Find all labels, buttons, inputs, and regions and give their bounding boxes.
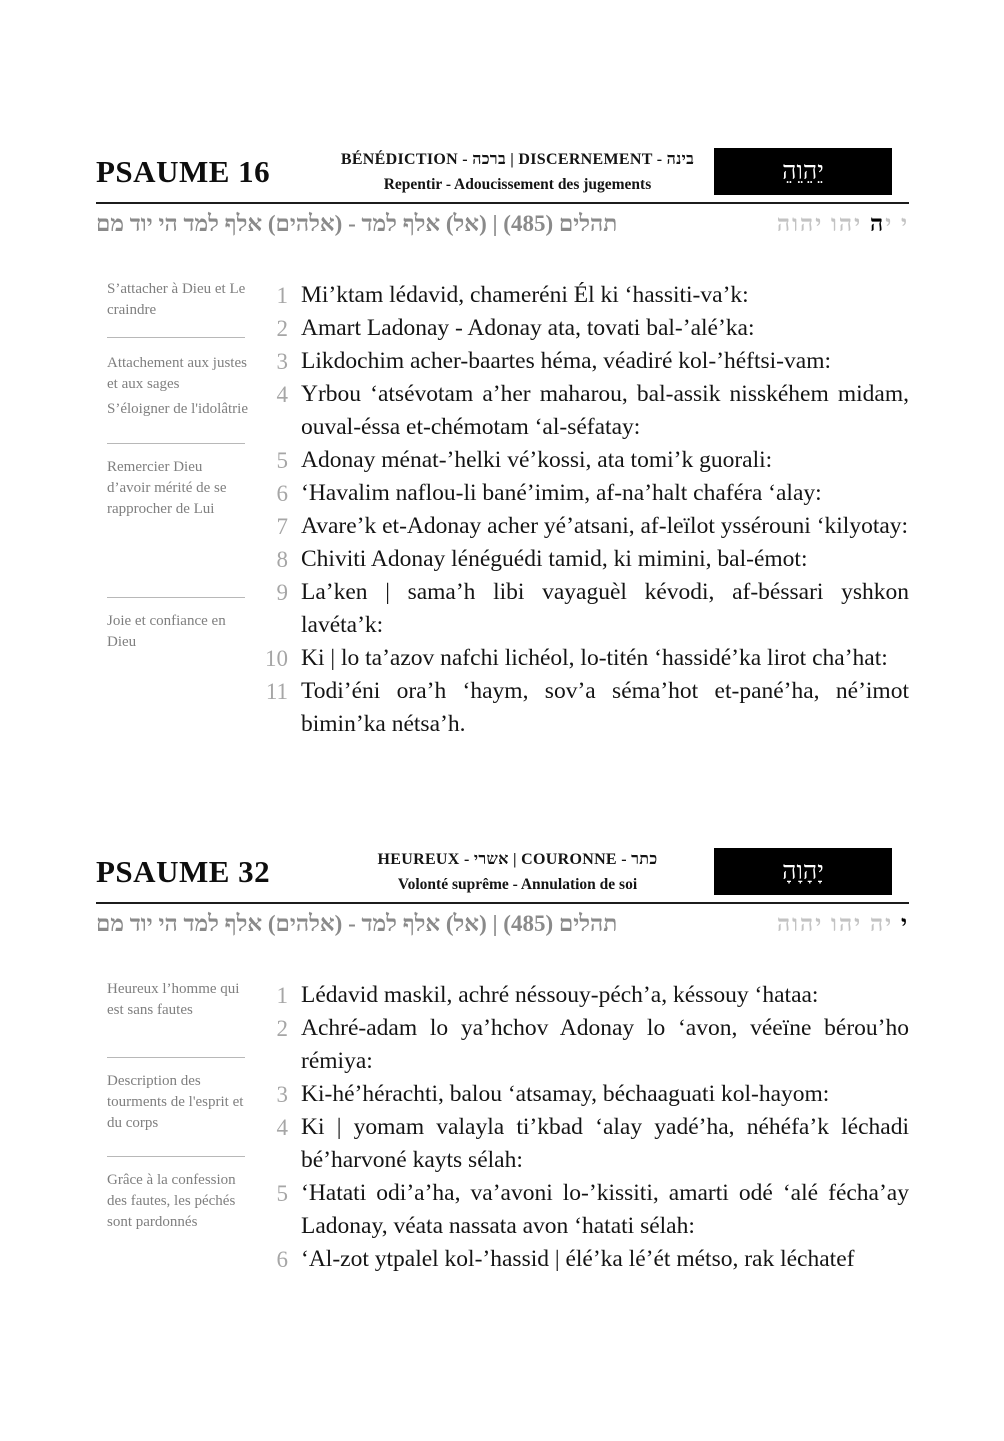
verse-row [254, 1111, 909, 1177]
verse-number: 5 [276, 1181, 288, 1206]
psalm-header-center [321, 849, 714, 894]
psalm-16-section [96, 148, 909, 741]
verse-number: 4 [276, 1115, 288, 1140]
tetragram-letters: יה יהו יהוה [776, 911, 901, 936]
hebrew-letter-spelling: תהלים (485) | (אל) אלף למד - (אלהים) אלף למד הי יוד מם [96, 911, 618, 936]
verse-number: 2 [276, 316, 288, 341]
verse-number: 11 [265, 679, 288, 704]
header-rule [96, 202, 909, 204]
verse-row [254, 543, 909, 576]
margin-note: S’attacher à Dieu et Le craindre [107, 281, 246, 318]
verse-text: Avare’k et-Adonay acher yé’atsani, af-leïlot yssérouni ‘kilyotay: [301, 513, 909, 539]
tetragram-progression [777, 211, 909, 237]
verse-row [254, 510, 909, 543]
verse-row [254, 279, 909, 312]
verse-text: Chiviti Adonay lénéguédi tamid, ki mimini, bal-émot: [301, 546, 808, 572]
margin-note: Attachement aux justes et aux sages [107, 355, 247, 392]
tetragram-letters: י י [885, 211, 909, 236]
sefirot-keywords-line: BÉNÉDICTION - ברכה | DISCERNEMENT - בינה [340, 151, 695, 168]
verses-column [254, 279, 909, 741]
verse-row [254, 642, 909, 675]
margin-note: Description des tourments de l'esprit et du corps [107, 1073, 244, 1131]
hebrew-letter-spelling: תהלים (485) | (אל) אלף למד - (אלהים) אלף למד הי יוד מם [96, 211, 618, 236]
verse-number: 3 [276, 1082, 288, 1107]
margin-note: Remercier Dieu d’avoir mérité de se rapprocher de Lui [107, 459, 227, 517]
margin-note: Grâce à la confession des fautes, les péchés sont pardonnés [107, 1172, 236, 1230]
margin-divider [107, 1057, 245, 1058]
verse-number: 8 [276, 547, 288, 572]
psalm-content [96, 979, 909, 1276]
verse-text: Todi’éni ora’h ‘haym, sov’a séma’hot et-pané’ha, né’imot bimin’ka nétsa’h. [301, 678, 909, 737]
verse-text: Ki | lo ta’azov nafchi lichéol, lo-titén ‘hassidé’ka lirot cha’hat: [301, 645, 888, 671]
verse-text: Yrbou ‘atsévotam a’her maharou, bal-assik nisskéhem midam, ouval-éssa et-chémotam ‘al-séfatay: [301, 381, 909, 440]
verse-text: La’ken | sama’h libi vayaguèl kévodi, af-béssari yshkon lavéta’k: [301, 579, 909, 638]
margin-divider [107, 597, 245, 598]
verse-row [254, 576, 909, 642]
verse-text: Likdochim acher-baartes héma, véadiré kol-’héftsi-vam: [301, 348, 832, 374]
margin-note: Heureux l’homme qui est sans fautes [107, 981, 240, 1018]
hebrew-spelling-line [96, 211, 909, 237]
verse-row [254, 1012, 909, 1078]
verse-number: 1 [276, 983, 288, 1008]
psalm-content [96, 279, 909, 741]
hebrew-spelling-line [96, 911, 909, 937]
verse-text: ‘Hatati odi’a’ha, va’avoni lo-’kissiti, amarti odé ‘alé fécha’ay Ladonay, véata nassata avon ‘hatati sélah: [301, 1180, 909, 1239]
tetragram-progression [777, 911, 909, 937]
verse-row [254, 345, 909, 378]
margin-note: Joie et confiance en Dieu [107, 613, 226, 650]
verse-row [254, 444, 909, 477]
verse-row [254, 1078, 909, 1111]
highlighted-letter: ה [869, 211, 886, 236]
verse-number: 3 [276, 349, 288, 374]
psalm-header [96, 848, 909, 895]
sefirot-keywords-line: HEUREUX - אשרי | COURONNE - כתר [377, 851, 658, 868]
verse-row [254, 477, 909, 510]
verse-number: 6 [276, 481, 288, 506]
verse-row [254, 1243, 909, 1276]
verse-row [254, 312, 909, 345]
psalm-header-center [321, 149, 714, 194]
margin-note: S’éloigner de l'idolâtrie [107, 401, 248, 417]
verse-row [254, 378, 909, 444]
psalm-theme-line: Volonté suprême - Annulation de soi [397, 876, 638, 893]
margin-divider [107, 443, 245, 444]
verse-text: Adonay ménat-’helki vé’kossi, ata tomi’k guorali: [301, 447, 773, 473]
psalm-title: PSAUME 16 [96, 153, 271, 189]
margin-divider [107, 337, 245, 338]
verse-number: 2 [276, 1016, 288, 1041]
tetragrammaton-box: יֵהֵוֵהֵ [714, 148, 892, 195]
tetragrammaton-box: יָהָוָהָ [714, 848, 892, 895]
margin-divider [107, 1156, 245, 1157]
verse-text: Achré-adam lo ya’hchov Adonay lo ‘avon, véeïne bérou’ho rémiya: [301, 1015, 909, 1074]
verse-row [254, 979, 909, 1012]
verse-number: 1 [276, 283, 288, 308]
verse-row [254, 1177, 909, 1243]
verse-number: 4 [276, 382, 288, 407]
verse-text: Ki-hé’hérachti, balou ‘atsamay, béchaaguati kol-hayom: [301, 1081, 830, 1107]
verse-number: 10 [265, 646, 288, 671]
verse-text: Mi’ktam lédavid, chameréni Él ki ‘hassiti-va’k: [301, 282, 749, 308]
verse-text: Lédavid maskil, achré néssouy-péch’a, késsouy ‘hataa: [301, 982, 819, 1008]
verse-number: 5 [276, 448, 288, 473]
verse-text: ‘Havalim naflou-li bané’imim, af-na’halt chaféra ‘alay: [301, 480, 822, 506]
psalm-theme-line: Repentir - Adoucissement des jugements [383, 176, 652, 193]
verse-text: ‘Al-zot ytpalel kol-’hassid | élé’ka lé’ét métso, rak léchatef [301, 1246, 855, 1272]
verse-text: Ki | yomam valayla ti’kbad ‘alay yadé’ha, néhéfa’k léchadi bé’harvoné kayts sélah: [301, 1114, 909, 1173]
verse-number: 7 [276, 514, 288, 539]
psalm-32-section [96, 848, 909, 1276]
psalm-header [96, 148, 909, 195]
verse-number: 9 [276, 580, 288, 605]
header-rule [96, 902, 909, 904]
verse-text: Amart Ladonay - Adonay ata, tovati bal-’alé’ka: [301, 315, 755, 341]
verses-column [254, 979, 909, 1276]
verse-row [254, 675, 909, 741]
verse-number: 6 [276, 1247, 288, 1272]
tetragram-letters: יהו יהוה [776, 211, 870, 236]
highlighted-letter: י [900, 911, 909, 936]
psalm-title: PSAUME 32 [96, 853, 271, 889]
